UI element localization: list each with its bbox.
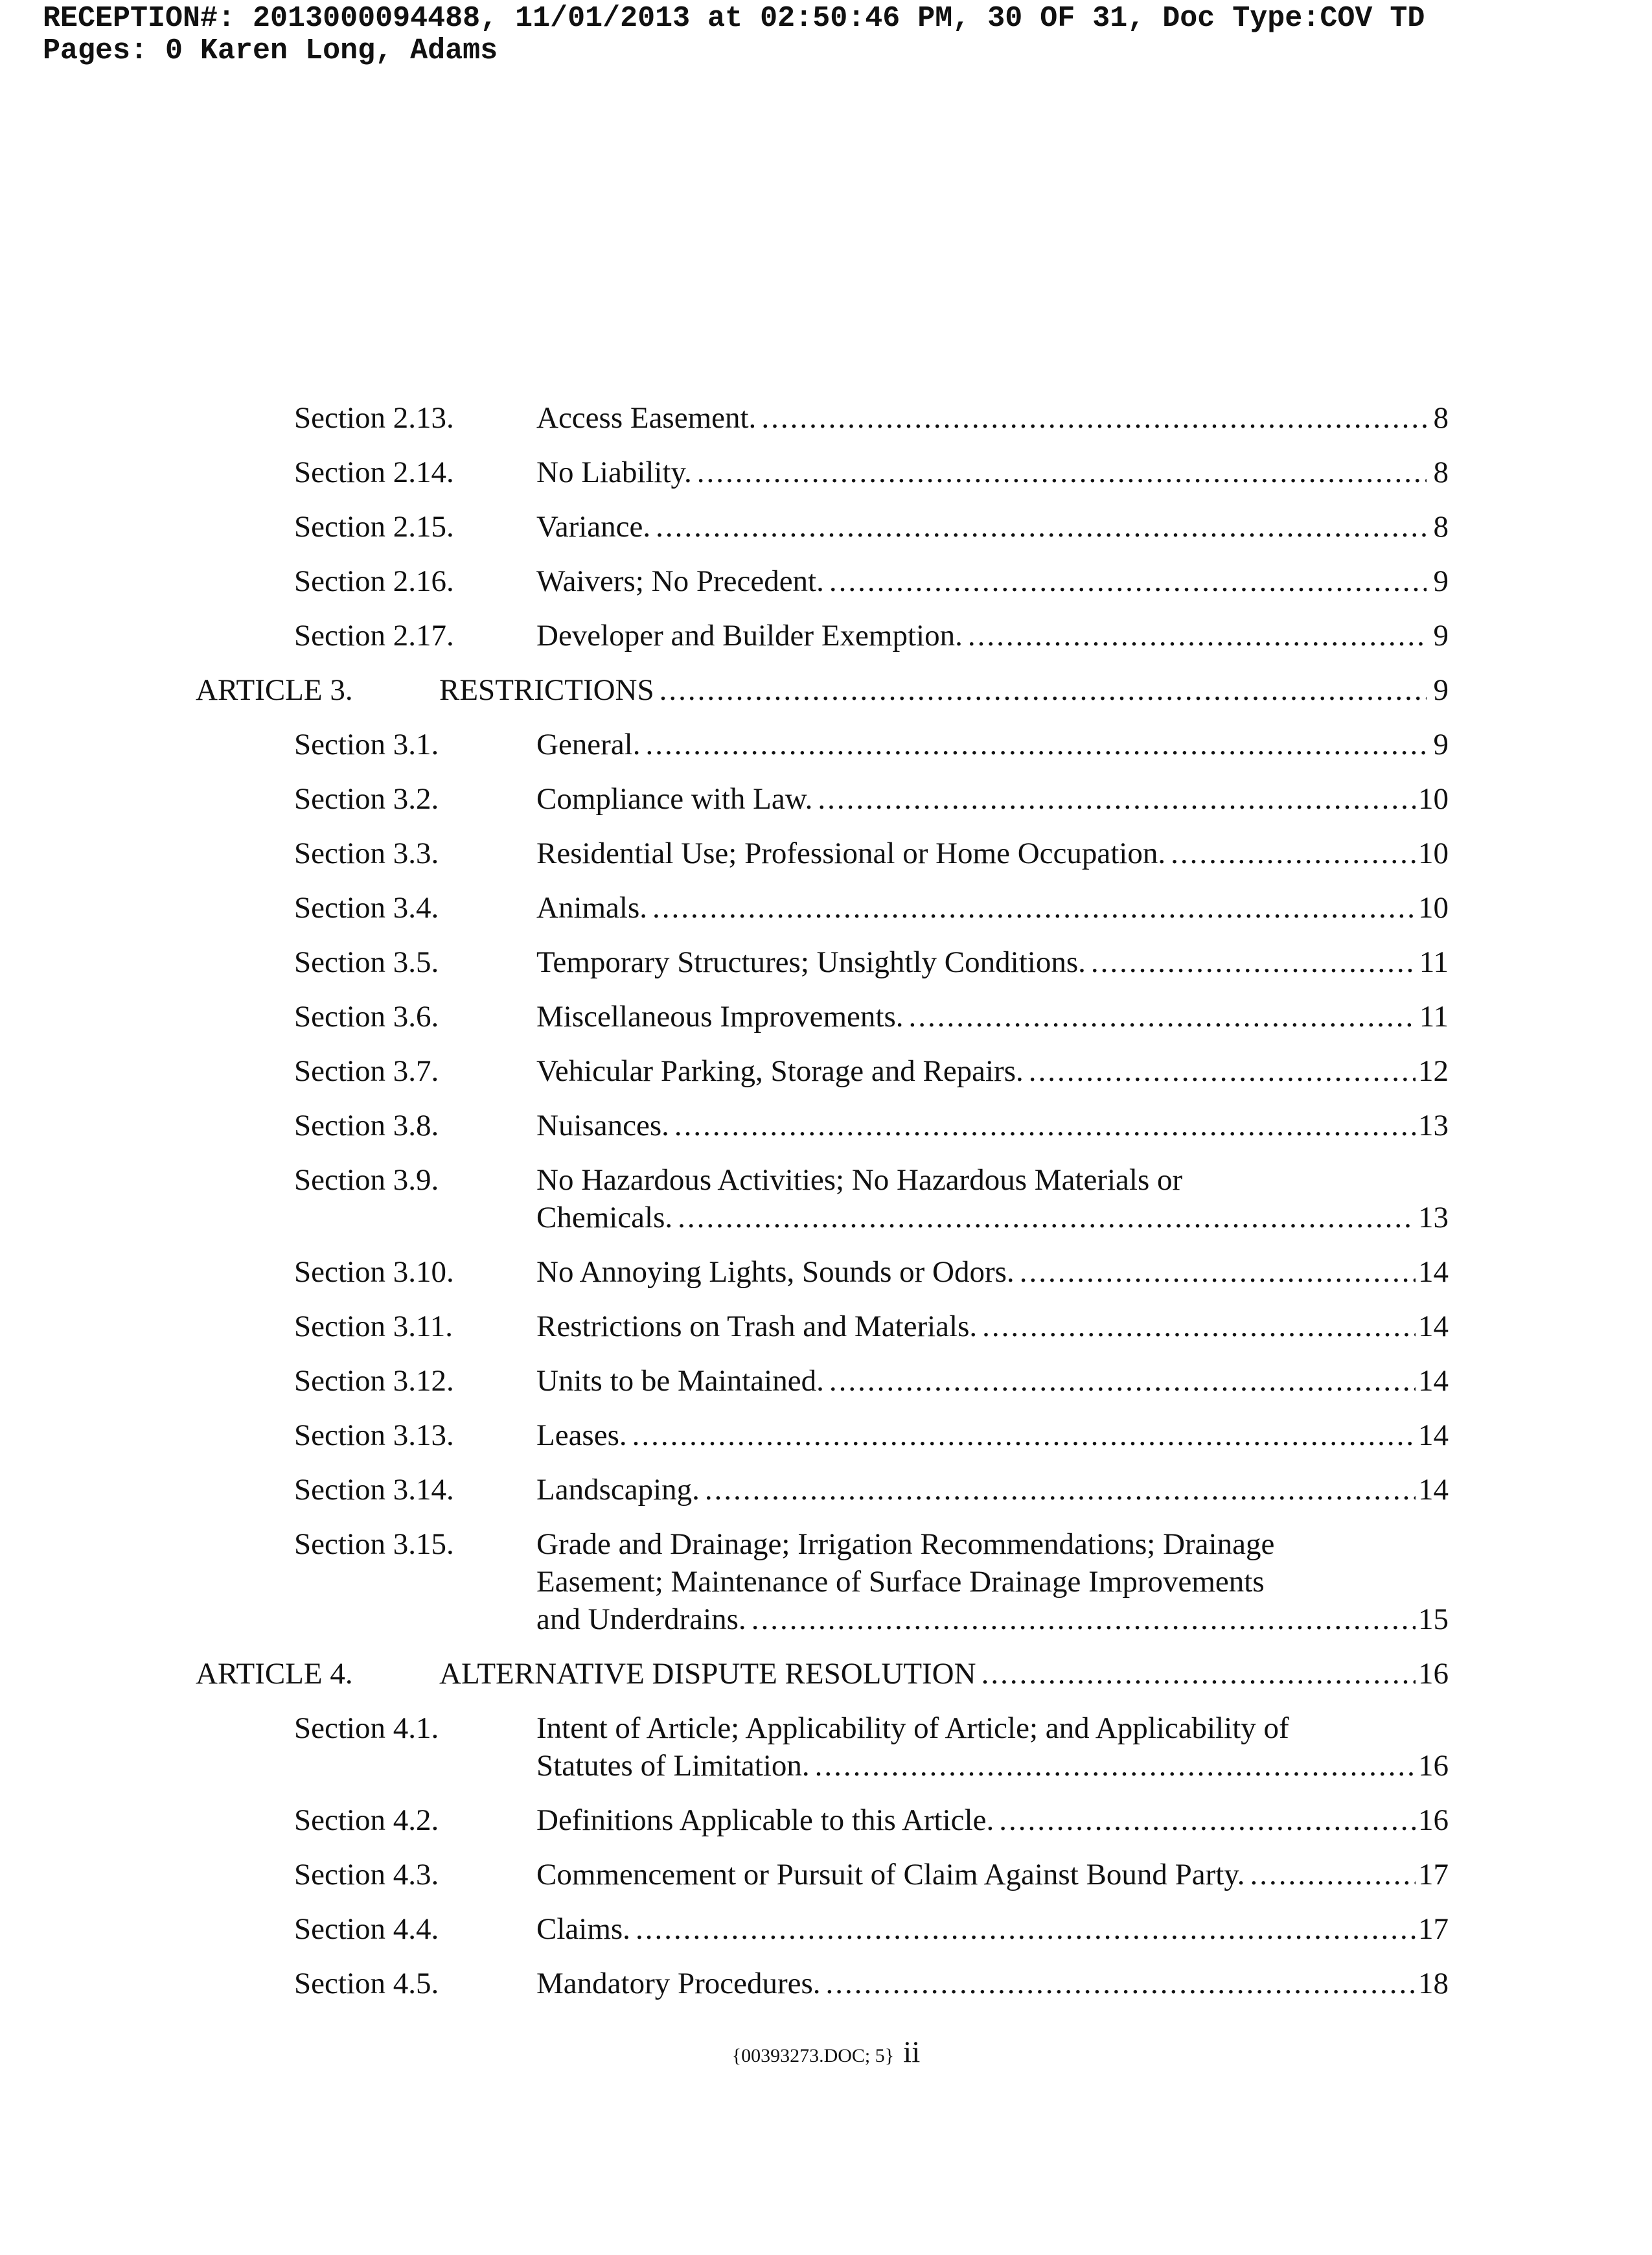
toc-entry-page: 14 bbox=[1418, 1255, 1449, 1289]
toc-entry-number: Section 3.12. bbox=[294, 1364, 454, 1398]
dot-leader bbox=[674, 1107, 1416, 1144]
toc-entry-title-block bbox=[536, 1709, 1449, 1785]
toc-entry-number: Section 3.15. bbox=[294, 1527, 454, 1561]
toc-entry-title: Access Easement. bbox=[536, 401, 757, 435]
page-number: ii bbox=[903, 2035, 921, 2069]
toc-section-entry[interactable] bbox=[0, 1161, 1652, 1236]
toc-entry-title: Definitions Applicable to this Article. bbox=[536, 1803, 994, 1837]
dot-leader bbox=[908, 998, 1416, 1035]
toc-section-entry[interactable] bbox=[0, 617, 1652, 654]
toc-entry-title-block bbox=[439, 1655, 1449, 1693]
toc-entry-number: Section 3.14. bbox=[294, 1473, 454, 1507]
toc-entry-title-block bbox=[536, 1801, 1449, 1839]
toc-section-entry[interactable] bbox=[0, 889, 1652, 927]
toc-entry-page: 13 bbox=[1418, 1109, 1449, 1142]
dot-leader bbox=[636, 1910, 1416, 1948]
toc-entry-wrapped-lines bbox=[536, 1525, 1449, 1601]
toc-entry-title-line: Grade and Drainage; Irrigation Recommendations; Drainage bbox=[536, 1527, 1275, 1561]
toc-entry-lead-line bbox=[536, 617, 1449, 654]
recording-stamp-line-1: RECEPTION#: 2013000094488, 11/01/2013 at 02:50:46 PM, 30 OF 31, Doc Type:COV TD bbox=[43, 2, 1425, 35]
toc-entry-lead-line bbox=[536, 943, 1449, 981]
dot-leader bbox=[705, 1471, 1416, 1509]
toc-entry-page: 11 bbox=[1419, 1000, 1449, 1034]
dot-leader bbox=[826, 1965, 1416, 2002]
toc-entry-title-block bbox=[536, 1910, 1449, 1948]
toc-entry-page: 9 bbox=[1433, 564, 1449, 598]
toc-entry-page: 11 bbox=[1419, 945, 1449, 979]
toc-entry-lead-line bbox=[536, 1308, 1449, 1345]
toc-entry-lead-line bbox=[536, 889, 1449, 927]
toc-entry-number: Section 3.9. bbox=[294, 1163, 439, 1197]
toc-entry-title-block bbox=[536, 780, 1449, 818]
toc-entry-lead-line bbox=[536, 1471, 1449, 1509]
toc-entry-title: Developer and Builder Exemption. bbox=[536, 619, 963, 653]
toc-entry-title-block bbox=[536, 889, 1449, 927]
toc-entry-title: Waivers; No Precedent. bbox=[536, 564, 824, 598]
toc-entry-title: General. bbox=[536, 728, 641, 761]
toc-section-entry[interactable] bbox=[0, 1417, 1652, 1454]
toc-entry-title: Temporary Structures; Unsightly Conditions. bbox=[536, 945, 1086, 979]
dot-leader bbox=[829, 1362, 1416, 1400]
toc-entry-page: 16 bbox=[1418, 1749, 1449, 1783]
dot-leader bbox=[982, 1308, 1416, 1345]
page-footer bbox=[0, 2035, 1652, 2070]
dot-leader bbox=[818, 780, 1416, 818]
toc-entry-page: 14 bbox=[1418, 1364, 1449, 1398]
toc-entry-lead-line bbox=[536, 399, 1449, 437]
toc-entry-title: Nuisances. bbox=[536, 1109, 669, 1142]
document-reference: {00393273.DOC; 5} bbox=[731, 2045, 895, 2066]
toc-entry-number: Section 3.4. bbox=[294, 891, 439, 925]
toc-entry-page: 9 bbox=[1433, 619, 1449, 653]
toc-entry-lead-line bbox=[439, 671, 1449, 709]
dot-leader bbox=[1020, 1253, 1416, 1291]
toc-entry-title: Statutes of Limitation. bbox=[536, 1749, 810, 1783]
toc-entry-title: RESTRICTIONS bbox=[439, 673, 654, 707]
toc-entry-page: 16 bbox=[1418, 1657, 1449, 1691]
toc-entry-page: 16 bbox=[1418, 1803, 1449, 1837]
toc-entry-lead-line bbox=[536, 454, 1449, 491]
toc-entry-number: Section 4.1. bbox=[294, 1711, 439, 1745]
toc-entry-lead-line bbox=[536, 1910, 1449, 1948]
toc-entry-page: 12 bbox=[1418, 1054, 1449, 1088]
toc-entry-page: 17 bbox=[1418, 1858, 1449, 1891]
toc-entry-title-block bbox=[536, 562, 1449, 600]
toc-section-entry[interactable] bbox=[0, 726, 1652, 763]
toc-entry-title: No Annoying Lights, Sounds or Odors. bbox=[536, 1255, 1015, 1289]
toc-entry-number: Section 4.2. bbox=[294, 1803, 439, 1837]
toc-entry-lead-line bbox=[536, 508, 1449, 546]
toc-section-entry[interactable] bbox=[0, 1052, 1652, 1090]
toc-entry-lead-line bbox=[439, 1655, 1449, 1693]
toc-entry-title: Leases. bbox=[536, 1418, 627, 1452]
dot-leader bbox=[1091, 943, 1417, 981]
toc-entry-title-block bbox=[536, 1471, 1449, 1509]
toc-entry-number: Section 3.11. bbox=[294, 1310, 453, 1343]
toc-section-entry[interactable] bbox=[0, 1856, 1652, 1893]
toc-entry-lead-line bbox=[536, 1801, 1449, 1839]
toc-entry-page: 8 bbox=[1433, 401, 1449, 435]
toc-entry-number: Section 4.4. bbox=[294, 1912, 439, 1946]
toc-entry-number: ARTICLE 3. bbox=[196, 673, 353, 707]
toc-entry-title: No Liability. bbox=[536, 456, 692, 489]
toc-entry-title-block bbox=[536, 726, 1449, 763]
toc-section-entry[interactable] bbox=[0, 1362, 1652, 1400]
toc-entry-title-block bbox=[536, 1417, 1449, 1454]
toc-entry-title: Claims. bbox=[536, 1912, 630, 1946]
toc-entry-title-block bbox=[439, 671, 1449, 709]
dot-leader bbox=[697, 454, 1427, 491]
dot-leader bbox=[660, 671, 1427, 709]
toc-entry-lead-line bbox=[536, 998, 1449, 1035]
toc-entry-title-line: Easement; Maintenance of Surface Drainage Improvements bbox=[536, 1565, 1265, 1599]
toc-entry-title-block bbox=[536, 508, 1449, 546]
toc-section-entry[interactable] bbox=[0, 1107, 1652, 1144]
toc-entry-title-block bbox=[536, 1362, 1449, 1400]
toc-section-entry[interactable] bbox=[0, 1910, 1652, 1948]
toc-entry-number: Section 3.13. bbox=[294, 1418, 454, 1452]
toc-entry-title-block bbox=[536, 943, 1449, 981]
toc-entry-page: 9 bbox=[1433, 673, 1449, 707]
toc-entry-page: 8 bbox=[1433, 456, 1449, 489]
toc-entry-page: 10 bbox=[1418, 782, 1449, 816]
toc-section-entry[interactable] bbox=[0, 835, 1652, 872]
toc-entry-number: Section 2.17. bbox=[294, 619, 454, 653]
toc-entry-title-line: Intent of Article; Applicability of Article; and Applicability of bbox=[536, 1711, 1289, 1745]
toc-entry-page: 13 bbox=[1418, 1201, 1449, 1234]
toc-entry-number: Section 3.5. bbox=[294, 945, 439, 979]
toc-entry-title: Units to be Maintained. bbox=[536, 1364, 824, 1398]
toc-entry-page: 17 bbox=[1418, 1912, 1449, 1946]
toc-entry-lead-line bbox=[536, 1362, 1449, 1400]
toc-section-entry[interactable] bbox=[0, 780, 1652, 818]
toc-entry-lead-line bbox=[536, 1199, 1449, 1236]
toc-entry-wrapped-lines bbox=[536, 1709, 1449, 1747]
toc-entry-title: Residential Use; Professional or Home Occupation. bbox=[536, 837, 1166, 870]
toc-entry-lead-line bbox=[536, 1417, 1449, 1454]
dot-leader bbox=[968, 617, 1427, 654]
toc-entry-title: Chemicals. bbox=[536, 1201, 673, 1234]
dot-leader bbox=[829, 562, 1427, 600]
toc-entry-page: 18 bbox=[1418, 1967, 1449, 2000]
recording-stamp-line-2: Pages: 0 Karen Long, Adams bbox=[43, 34, 498, 67]
toc-entry-number: Section 3.1. bbox=[294, 728, 439, 761]
toc-section-entry[interactable] bbox=[0, 1308, 1652, 1345]
toc-entry-lead-line bbox=[536, 780, 1449, 818]
toc-entry-title-block bbox=[536, 399, 1449, 437]
toc-entry-number: Section 3.6. bbox=[294, 1000, 439, 1034]
dot-leader bbox=[815, 1747, 1416, 1785]
dot-leader bbox=[751, 1601, 1416, 1638]
toc-entry-title: ALTERNATIVE DISPUTE RESOLUTION bbox=[439, 1657, 976, 1691]
toc-entry-number: Section 4.5. bbox=[294, 1967, 439, 2000]
toc-entry-number: Section 3.8. bbox=[294, 1109, 439, 1142]
toc-entry-lead-line bbox=[536, 1747, 1449, 1785]
toc-entry-title: Landscaping. bbox=[536, 1473, 700, 1507]
dot-leader bbox=[652, 889, 1416, 927]
toc-entry-title: and Underdrains. bbox=[536, 1602, 746, 1636]
toc-section-entry[interactable] bbox=[0, 1253, 1652, 1291]
toc-entry-number: ARTICLE 4. bbox=[196, 1657, 353, 1691]
toc-entry-title-block bbox=[536, 1308, 1449, 1345]
toc-entry-title: Restrictions on Trash and Materials. bbox=[536, 1310, 978, 1343]
toc-entry-title-block bbox=[536, 1052, 1449, 1090]
toc-entry-title-block bbox=[536, 1525, 1449, 1638]
toc-entry-page: 14 bbox=[1418, 1310, 1449, 1343]
toc-section-entry[interactable] bbox=[0, 1471, 1652, 1509]
toc-entry-number: Section 2.14. bbox=[294, 456, 454, 489]
toc-entry-title: Miscellaneous Improvements. bbox=[536, 1000, 904, 1034]
toc-entry-lead-line bbox=[536, 726, 1449, 763]
toc-section-entry[interactable] bbox=[0, 1801, 1652, 1839]
toc-entry-number: Section 3.2. bbox=[294, 782, 439, 816]
toc-entry-number: Section 4.3. bbox=[294, 1858, 439, 1891]
toc-article-entry[interactable] bbox=[0, 1655, 1652, 1693]
dot-leader bbox=[645, 726, 1427, 763]
dot-leader bbox=[761, 399, 1427, 437]
toc-section-entry[interactable] bbox=[0, 399, 1652, 437]
toc-entry-number: Section 3.3. bbox=[294, 837, 439, 870]
toc-entry-number: Section 3.7. bbox=[294, 1054, 439, 1088]
toc-entry-lead-line bbox=[536, 1856, 1449, 1893]
toc-section-entry[interactable] bbox=[0, 508, 1652, 546]
toc-entry-lead-line bbox=[536, 1107, 1449, 1144]
toc-entry-title-block bbox=[536, 454, 1449, 491]
toc-entry-lead-line bbox=[536, 1052, 1449, 1090]
toc-entry-number: Section 2.16. bbox=[294, 564, 454, 598]
dot-leader bbox=[999, 1801, 1416, 1839]
toc-article-entry[interactable] bbox=[0, 671, 1652, 709]
table-of-contents bbox=[0, 399, 1652, 2019]
toc-entry-title: Mandatory Procedures. bbox=[536, 1967, 821, 2000]
dot-leader bbox=[632, 1417, 1416, 1454]
toc-entry-lead-line bbox=[536, 1601, 1449, 1638]
dot-leader bbox=[981, 1655, 1416, 1693]
toc-entry-title-block bbox=[536, 1856, 1449, 1893]
dot-leader bbox=[678, 1199, 1416, 1236]
dot-leader bbox=[1171, 835, 1416, 872]
dot-leader bbox=[1029, 1052, 1416, 1090]
toc-entry-number: Section 2.15. bbox=[294, 510, 454, 544]
dot-leader bbox=[1250, 1856, 1416, 1893]
toc-entry-title-block bbox=[536, 835, 1449, 872]
toc-section-entry[interactable] bbox=[0, 1709, 1652, 1785]
toc-entry-number: Section 2.13. bbox=[294, 401, 454, 435]
toc-entry-wrapped-lines bbox=[536, 1161, 1449, 1199]
toc-section-entry[interactable] bbox=[0, 1965, 1652, 2002]
toc-section-entry[interactable] bbox=[0, 454, 1652, 491]
toc-entry-lead-line bbox=[536, 562, 1449, 600]
toc-entry-page: 10 bbox=[1418, 891, 1449, 925]
toc-entry-title-block bbox=[536, 1107, 1449, 1144]
toc-entry-page: 14 bbox=[1418, 1473, 1449, 1507]
toc-entry-page: 14 bbox=[1418, 1418, 1449, 1452]
toc-entry-title-line: No Hazardous Activities; No Hazardous Materials or bbox=[536, 1163, 1183, 1197]
toc-entry-title: Animals. bbox=[536, 891, 648, 925]
toc-entry-lead-line bbox=[536, 835, 1449, 872]
toc-section-entry[interactable] bbox=[0, 943, 1652, 981]
toc-entry-page: 9 bbox=[1433, 728, 1449, 761]
toc-entry-title-block bbox=[536, 998, 1449, 1035]
toc-entry-page: 10 bbox=[1418, 837, 1449, 870]
recording-stamp-header bbox=[43, 3, 1425, 67]
toc-entry-title: Vehicular Parking, Storage and Repairs. bbox=[536, 1054, 1024, 1088]
toc-entry-title-block bbox=[536, 617, 1449, 654]
toc-entry-title: Variance. bbox=[536, 510, 651, 544]
toc-entry-lead-line bbox=[536, 1253, 1449, 1291]
toc-section-entry[interactable] bbox=[0, 562, 1652, 600]
toc-entry-number: Section 3.10. bbox=[294, 1255, 454, 1289]
toc-entry-title-block bbox=[536, 1161, 1449, 1236]
toc-entry-title: Commencement or Pursuit of Claim Against Bound Party. bbox=[536, 1858, 1245, 1891]
toc-entry-lead-line bbox=[536, 1965, 1449, 2002]
toc-section-entry[interactable] bbox=[0, 998, 1652, 1035]
toc-entry-title-block bbox=[536, 1965, 1449, 2002]
toc-section-entry[interactable] bbox=[0, 1525, 1652, 1638]
toc-entry-title-block bbox=[536, 1253, 1449, 1291]
toc-entry-title: Compliance with Law. bbox=[536, 782, 813, 816]
dot-leader bbox=[656, 508, 1427, 546]
toc-entry-page: 8 bbox=[1433, 510, 1449, 544]
toc-entry-page: 15 bbox=[1418, 1602, 1449, 1636]
